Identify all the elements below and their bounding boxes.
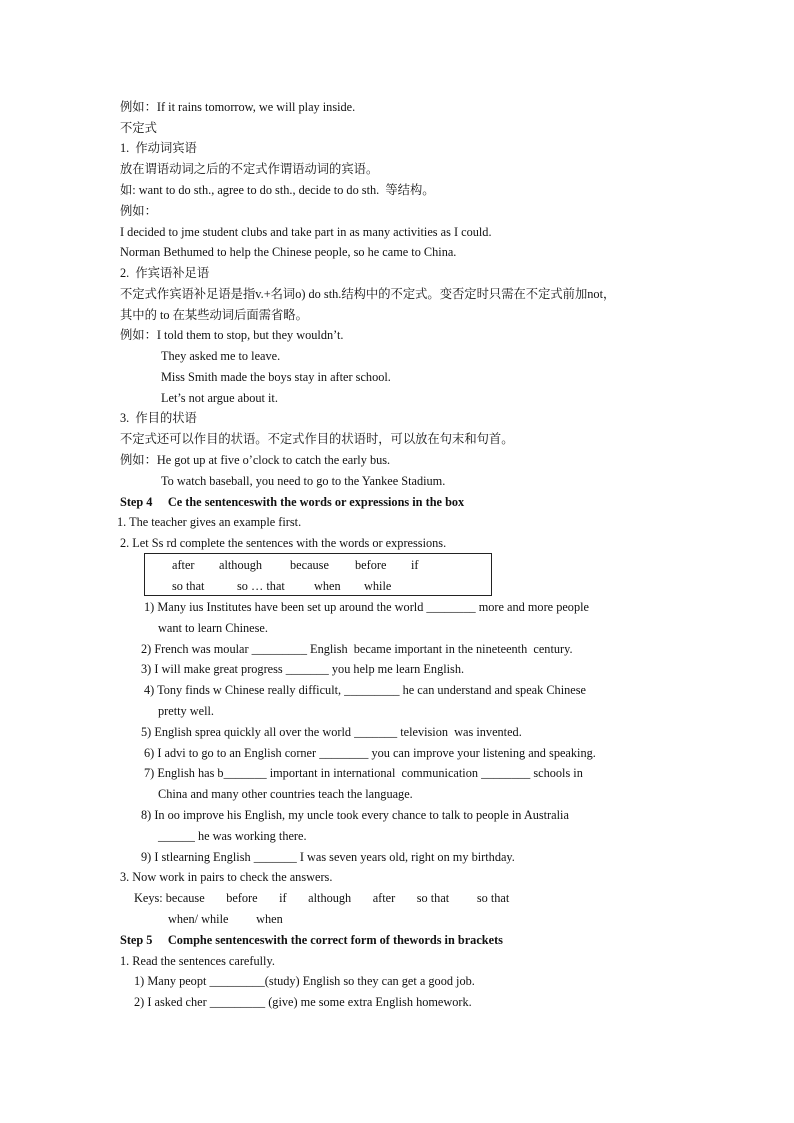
paragraph: 其中的 to 在某些动词后面需省略。 xyxy=(120,308,308,322)
word-option: after xyxy=(172,558,195,572)
word-option: so that xyxy=(172,579,205,593)
subheading: 1. 作动词宾语 xyxy=(120,141,197,155)
paragraph: 不定式还可以作目的状语。不定式作目的状语时，可以放在句末和句首。 xyxy=(120,432,514,446)
exercise-item: 1) Many ius Institutes have been set up around the world ________ more and more people xyxy=(144,600,589,614)
word-option: if xyxy=(411,558,419,572)
exercise-item: 5) English sprea quickly all over the world _______ television was invented. xyxy=(141,725,522,739)
paragraph: 不定式作宾语补足语是指v.+名词o) do sth.结构中的不定式。变否定时只需在不定式前加not， xyxy=(120,287,616,301)
subheading: 3. 作目的状语 xyxy=(120,411,197,425)
exercise-item: 9) I stlearning English _______ I was seven years old, right on my birthday. xyxy=(141,850,515,864)
example-line: 例如：If it rains tomorrow, we will play inside. xyxy=(120,100,356,114)
example-sentence: I decided to jme student clubs and take part in as many activities as I could. xyxy=(120,225,492,239)
example-sentence: To watch baseball, you need to go to the Yankee Stadium. xyxy=(161,474,446,488)
word-option: because xyxy=(290,558,329,572)
exercise-item: pretty well. xyxy=(158,704,215,718)
paragraph: 如: want to do sth., agree to do sth., decide to do sth. 等结构。 xyxy=(120,183,435,197)
word-box-row xyxy=(145,578,491,594)
example-sentence: 例如：He got up at five o’clock to catch the early bus. xyxy=(120,453,391,467)
exercise-item: China and many other countries teach the language. xyxy=(158,787,413,801)
answer-keys: when/ while when xyxy=(168,912,283,926)
step-item: 3. Now work in pairs to check the answers. xyxy=(120,870,333,884)
exercise-item: 8) In oo improve his English, my uncle took every chance to talk to people in Australia xyxy=(141,808,569,822)
exercise-item: 1) Many peopt _________(study) English so they can get a good job. xyxy=(134,974,475,988)
example-label: 例如： xyxy=(120,204,157,218)
example-sentence: Norman Bethumed to help the Chinese people, so he came to China. xyxy=(120,245,457,259)
word-option: before xyxy=(355,558,387,572)
step-item: 1. Read the sentences carefully. xyxy=(120,954,275,968)
word-option: so … that xyxy=(237,579,285,593)
example-sentence: Let’s not argue about it. xyxy=(161,391,278,405)
paragraph: 放在谓语动词之后的不定式作谓语动词的宾语。 xyxy=(120,162,379,176)
step-4-heading: Step 4 Ce the sentenceswith the words or expressions in the box xyxy=(120,495,465,509)
answer-keys: Keys: because before if although after so that so that xyxy=(134,891,510,905)
example-sentence: Miss Smith made the boys stay in after school. xyxy=(161,370,391,384)
word-option: when xyxy=(314,579,341,593)
exercise-item: 7) English has b_______ important in international communication ________ schools in xyxy=(144,766,583,780)
example-sentence: They asked me to leave. xyxy=(161,349,281,363)
step-item: 1. The teacher gives an example first. xyxy=(117,515,302,529)
exercise-item: 6) I advi to go to an English corner ________ you can improve your listening and speaking. xyxy=(144,746,596,760)
exercise-item: 2) I asked cher _________ (give) me some extra English homework. xyxy=(134,995,472,1009)
exercise-item: want to learn Chinese. xyxy=(158,621,268,635)
word-box-row xyxy=(145,557,491,573)
word-option: although xyxy=(219,558,263,572)
word-box xyxy=(144,553,492,596)
word-option: while xyxy=(364,579,392,593)
exercise-item: ______ he was working there. xyxy=(158,829,307,843)
exercise-item: 2) French was moular _________ English became important in the nineteenth century. xyxy=(141,642,573,656)
subheading: 2. 作宾语补足语 xyxy=(120,266,210,280)
example-sentence: 例如：I told them to stop, but they wouldn’t. xyxy=(120,328,344,342)
exercise-item: 3) I will make great progress _______ you help me learn English. xyxy=(141,662,465,676)
section-heading: 不定式 xyxy=(120,121,157,135)
step-item: 2. Let Ss rd complete the sentences with the words or expressions. xyxy=(120,536,447,550)
exercise-item: 4) Tony finds w Chinese really difficult, _________ he can understand and speak Chinese xyxy=(144,683,586,697)
step-5-heading: Step 5 Comphe sentenceswith the correct form of thewords in brackets xyxy=(120,933,503,947)
